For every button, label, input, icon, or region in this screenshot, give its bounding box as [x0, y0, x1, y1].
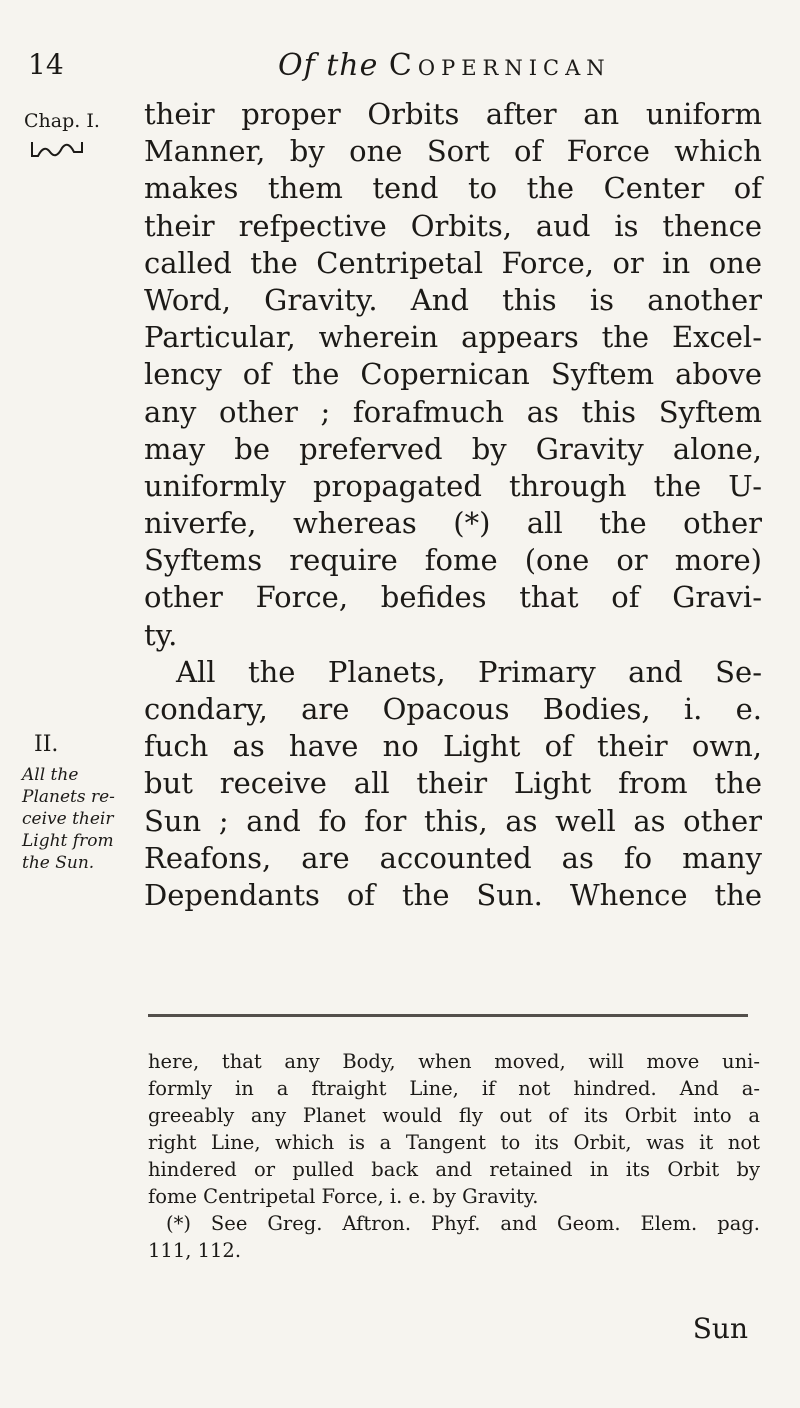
footnote	[148, 1048, 760, 1264]
footnote-line: 111, 112.	[148, 1239, 242, 1262]
chapter-marker: Chap. I.	[24, 110, 100, 132]
text-line: makes them tend to the Center of	[144, 171, 762, 206]
running-title-main: Copernican	[388, 48, 611, 83]
text-line: Syftems require fome (one or more)	[144, 543, 762, 578]
text-line: lency of the Copernican Syftem above	[144, 357, 762, 392]
catchword: Sun	[692, 1312, 748, 1345]
text-line: uniformly propagated through the U-	[144, 468, 762, 503]
footnote-line: greeably any Planet would fly out of its Orbit into a	[148, 1104, 760, 1127]
footnote-line: here, that any Body, when moved, will move uni-	[148, 1050, 760, 1073]
running-title-prefix: Of the	[278, 48, 379, 83]
margin-note-line: the Sun.	[22, 853, 95, 873]
footnote-line: formly in a ftraight Line, if not hindred. And a-	[148, 1077, 760, 1100]
footnote-line: right Line, which is a Tangent to its Orbit, was it not	[148, 1131, 760, 1154]
margin-note-line: Light from	[22, 831, 114, 851]
text-line: condary, are Opacous Bodies, i. e.	[144, 692, 762, 726]
text-line: Reafons, are accounted as fo many	[144, 840, 762, 875]
text-line: but receive all their Light from the	[144, 766, 762, 801]
margin-note-line: ceive their	[22, 809, 114, 829]
text-line: ty.	[144, 617, 178, 652]
footnote-divider	[148, 1014, 748, 1017]
text-line: Sun ; and fo for this, as well as other	[144, 803, 762, 838]
text-line: niverfe, whereas (*) all the other	[144, 506, 762, 541]
page-number: 14	[28, 48, 64, 81]
text-line: Word, Gravity. And this is another	[144, 282, 762, 317]
section-number: II.	[34, 732, 59, 757]
text-line: their refpective Orbits, aud is thence	[144, 208, 762, 243]
main-text	[144, 96, 762, 914]
page-header	[28, 48, 760, 88]
footnote-line: fome Centripetal Force, i. e. by Gravity.	[148, 1185, 539, 1208]
text-line: Manner, by one Sort of Force which	[144, 134, 762, 169]
text-line: any other ; forafmuch as this Syftem	[144, 394, 762, 429]
text-line: fuch as have no Light of their own,	[144, 729, 762, 764]
text-line: other Force, befides that of Gravi-	[144, 580, 762, 615]
chapter-ornament-icon	[30, 138, 90, 160]
text-line: All the Planets, Primary and Se-	[176, 654, 762, 689]
margin-note	[22, 764, 142, 874]
text-line: called the Centripetal Force, or in one	[144, 245, 762, 280]
footnote-line: hindered or pulled back and retained in its Orbit by	[148, 1158, 760, 1181]
text-line: may be preferved by Gravity alone,	[144, 431, 762, 466]
footnote-line: (*) See Greg. Aftron. Phyf. and Geom. Elem. pag.	[166, 1212, 760, 1235]
running-title	[278, 48, 611, 83]
text-line: their proper Orbits after an uniform	[144, 97, 762, 131]
text-line: Dependants of the Sun. Whence the	[144, 877, 762, 912]
text-line: Particular, wherein appears the Excel-	[144, 320, 762, 355]
margin-note-line: Planets re-	[22, 787, 115, 807]
margin-note-line: All the	[22, 765, 79, 785]
